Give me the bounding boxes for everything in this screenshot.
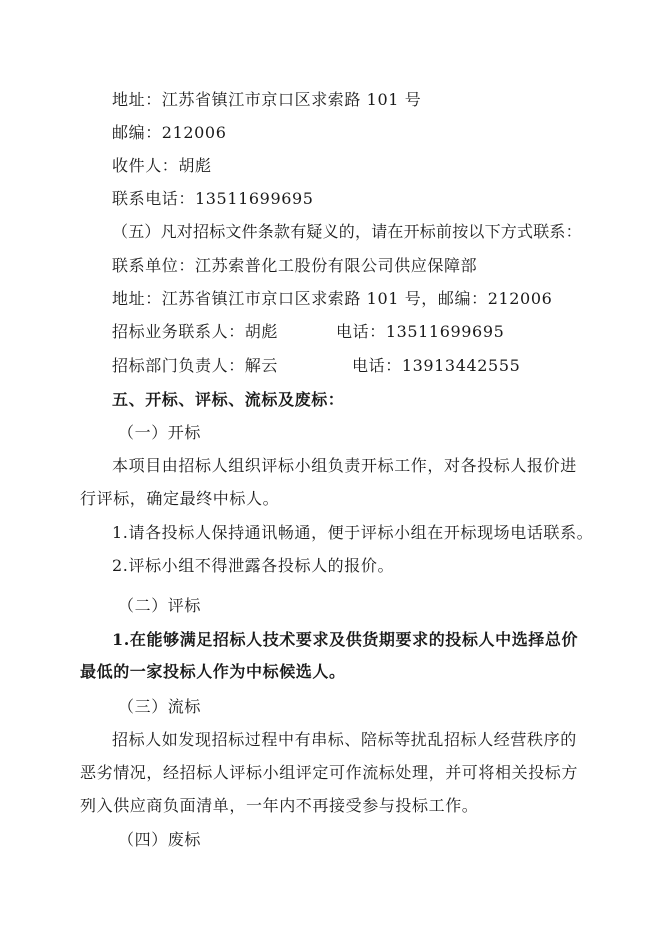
contact-unit-line: 联系单位：江苏索普化工股份有限公司供应保障部 bbox=[112, 256, 478, 275]
postcode-line: 邮编：212006 bbox=[112, 123, 227, 142]
department-head-line bbox=[112, 356, 520, 376]
list-item: 2.评标小组不得泄露各投标人的报价。 bbox=[112, 556, 395, 575]
subsection-title-evaluation: （二）评标 bbox=[118, 596, 202, 615]
paragraph-line: 招标人如发现招标过程中有串标、陪标等扰乱招标人经营秩序的 bbox=[112, 730, 577, 749]
paragraph-line: 恶劣情况，经招标人评标小组评定可作流标处理，并可将相关投标方 bbox=[80, 763, 579, 782]
item-5-line: （五）凡对招标文件条款有疑义的，请在开标前按以下方式联系： bbox=[112, 222, 582, 241]
address-postcode-line: 地址：江苏省镇江市京口区求索路 101 号，邮编：212006 bbox=[112, 289, 553, 308]
department-head-name: 招标部门负责人：解云 bbox=[112, 356, 279, 375]
list-item-continuation: 最低的一家投标人作为中标候选人。 bbox=[80, 662, 346, 681]
subsection-title-void-bid: （四）废标 bbox=[118, 830, 202, 849]
business-contact-phone: 电话：13511699695 bbox=[336, 322, 505, 341]
paragraph-line: 本项目由招标人组织评标小组负责开标工作，对各投标人报价进 bbox=[112, 456, 577, 475]
subsection-title-opening: （一）开标 bbox=[118, 423, 202, 442]
list-item: 1.请各投标人保持通讯畅通，便于评标小组在开标现场电话联系。 bbox=[112, 523, 594, 542]
business-contact-name: 招标业务联系人：胡彪 bbox=[112, 322, 279, 341]
phone-line: 联系电话：13511699695 bbox=[112, 189, 314, 208]
subsection-title-failed-bid: （三）流标 bbox=[118, 697, 202, 716]
paragraph-line: 行评标，确定最终中标人。 bbox=[80, 489, 280, 508]
department-head-phone: 电话：13913442555 bbox=[352, 356, 521, 375]
list-item: 1.在能够满足招标人技术要求及供货期要求的投标人中选择总价 bbox=[112, 630, 579, 649]
address-line: 地址：江苏省镇江市京口区求索路 101 号 bbox=[112, 90, 422, 109]
paragraph-line: 列入供应商负面清单，一年内不再接受参与投标工作。 bbox=[80, 796, 479, 815]
recipient-line: 收件人：胡彪 bbox=[112, 156, 212, 175]
section-heading: 五、开标、评标、流标及废标： bbox=[112, 390, 345, 409]
business-contact-line bbox=[112, 322, 504, 342]
